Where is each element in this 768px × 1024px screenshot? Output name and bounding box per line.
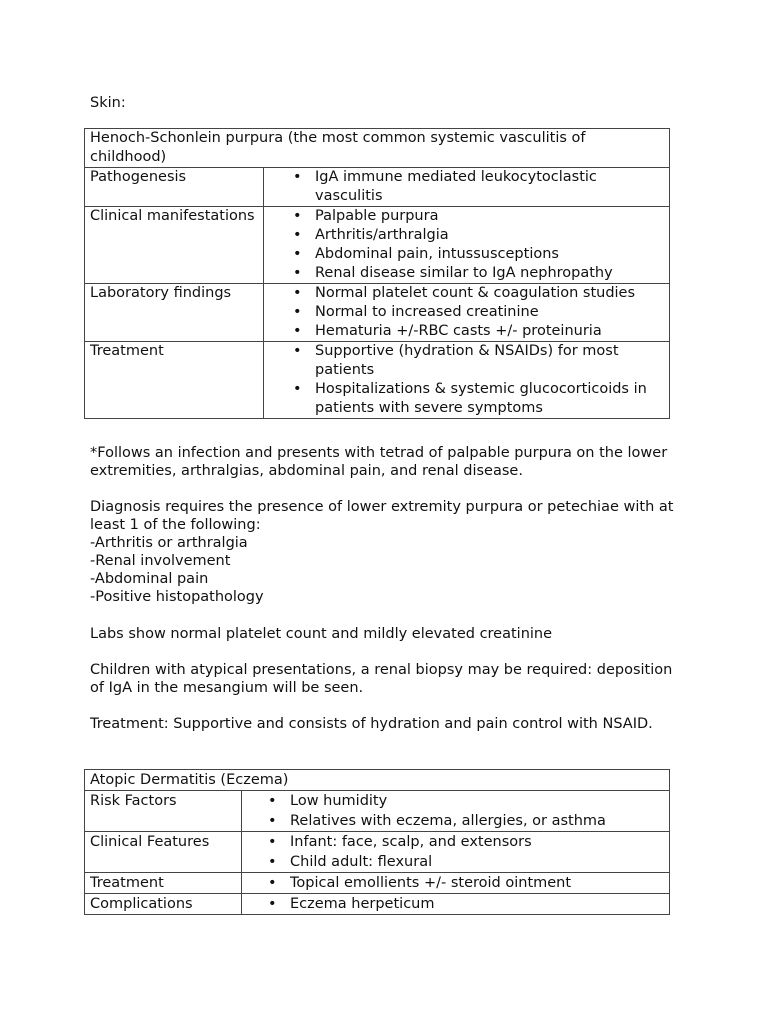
table-row	[85, 284, 670, 342]
table-row	[85, 832, 670, 873]
tetrad-paragraph: *Follows an infection and presents with tetrad of palpable purpura on the lower extremities, arthralgias, abdominal pain, and renal disease.	[90, 445, 668, 479]
list-item: • Low humidity	[290, 791, 665, 811]
table-row	[85, 791, 670, 832]
row-label: Treatment	[85, 873, 242, 894]
hsp-table-title: Henoch-Schonlein purpura (the most common systemic vasculitis of childhood)	[85, 129, 670, 168]
row-content	[242, 791, 670, 832]
list-item: • Topical emollients +/- steroid ointment	[290, 873, 665, 893]
row-label: Complications	[85, 894, 242, 915]
row-label: Risk Factors	[85, 791, 242, 832]
section-heading-skin: Skin:	[90, 95, 126, 111]
row-content	[242, 873, 670, 894]
row-content	[264, 168, 670, 207]
diagnosis-criterion: -Arthritis or arthralgia	[90, 535, 248, 551]
list-item: • IgA immune mediated leukocytoclastic vasculitis	[315, 168, 665, 206]
list-item: • Supportive (hydration & NSAIDs) for most patients	[315, 342, 665, 380]
table-row	[85, 168, 670, 207]
list-item: • Palpable purpura	[315, 207, 665, 226]
list-item: • Hospitalizations & systemic glucocorticoids in patients with severe symptoms	[315, 380, 665, 418]
table-title-row	[85, 129, 670, 168]
biopsy-paragraph: Children with atypical presentations, a renal biopsy may be required: deposition of IgA in the mesangium will be seen.	[90, 662, 673, 696]
table-title-row	[85, 770, 670, 791]
row-label: Pathogenesis	[85, 168, 264, 207]
diagnosis-intro: Diagnosis requires the presence of lower extremity purpura or petechiae with at least 1 of the following:	[90, 499, 674, 533]
list-item: • Relatives with eczema, allergies, or asthma	[290, 811, 665, 831]
diagnosis-criterion: -Abdominal pain	[90, 571, 209, 587]
row-label: Clinical Features	[85, 832, 242, 873]
labs-paragraph: Labs show normal platelet count and mildly elevated creatinine	[90, 626, 553, 642]
table-row	[85, 894, 670, 915]
row-content	[264, 284, 670, 342]
diagnosis-criterion: -Renal involvement	[90, 553, 231, 569]
list-item: • Renal disease similar to IgA nephropathy	[315, 264, 665, 283]
list-item: • Normal to increased creatinine	[315, 303, 665, 322]
row-content	[264, 207, 670, 284]
list-item: • Child adult: flexural	[290, 852, 665, 872]
diagnosis-block	[90, 498, 690, 606]
table-row	[85, 342, 670, 419]
atopic-dermatitis-table	[84, 769, 670, 915]
table-row	[85, 873, 670, 894]
row-content	[242, 832, 670, 873]
list-item: • Abdominal pain, intussusceptions	[315, 245, 665, 264]
row-label: Laboratory findings	[85, 284, 264, 342]
table-row	[85, 207, 670, 284]
row-label: Treatment	[85, 342, 264, 419]
row-content	[264, 342, 670, 419]
treatment-paragraph: Treatment: Supportive and consists of hydration and pain control with NSAID.	[90, 716, 653, 732]
hsp-table	[84, 128, 670, 419]
row-content	[242, 894, 670, 915]
diagnosis-criterion: -Positive histopathology	[90, 589, 264, 605]
list-item: • Eczema herpeticum	[290, 894, 665, 914]
list-item: • Arthritis/arthralgia	[315, 226, 665, 245]
list-item: • Normal platelet count & coagulation studies	[315, 284, 665, 303]
ad-table-title: Atopic Dermatitis (Eczema)	[85, 770, 670, 791]
list-item: • Infant: face, scalp, and extensors	[290, 832, 665, 852]
list-item: • Hematuria +/-RBC casts +/- proteinuria	[315, 322, 665, 341]
row-label: Clinical manifestations	[85, 207, 264, 284]
